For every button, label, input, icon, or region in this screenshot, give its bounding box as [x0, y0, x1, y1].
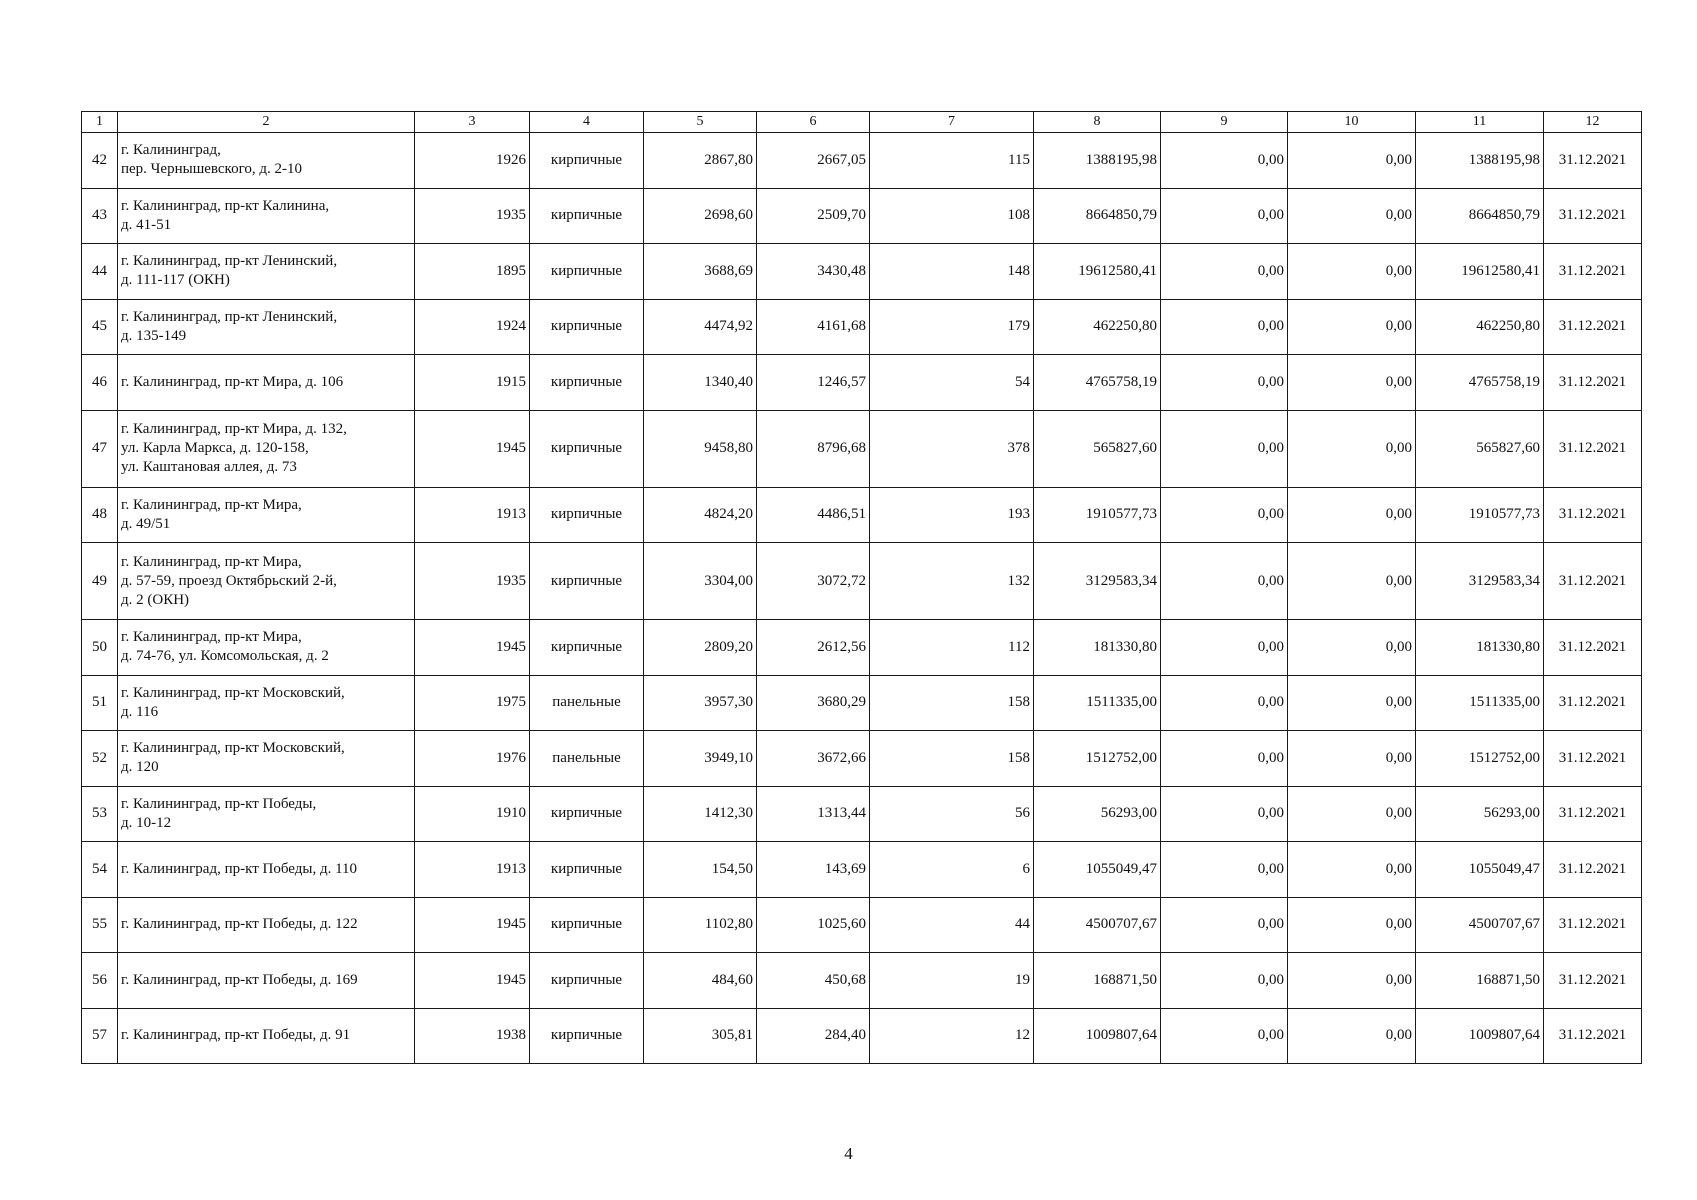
table-row [82, 786, 1642, 842]
col7-cell: 54 [870, 355, 1034, 411]
year-cell: 1915 [415, 355, 530, 411]
material-cell: кирпичные [530, 188, 644, 244]
material-cell: кирпичные [530, 487, 644, 543]
col7-cell: 19 [870, 953, 1034, 1009]
col7-cell: 6 [870, 842, 1034, 898]
year-cell: 1924 [415, 299, 530, 355]
col7-cell: 179 [870, 299, 1034, 355]
column-header-3: 3 [415, 112, 530, 133]
col9-cell: 0,00 [1161, 299, 1288, 355]
year-cell: 1976 [415, 731, 530, 787]
table-body [82, 133, 1642, 1064]
date-cell: 31.12.2021 [1544, 675, 1642, 731]
address-line: г. Калининград, пр-кт Победы, д. 91 [121, 1027, 351, 1044]
col10-cell: 0,00 [1288, 543, 1416, 620]
address-cell [118, 731, 415, 787]
column-header-12: 12 [1544, 112, 1642, 133]
col9-cell: 0,00 [1161, 543, 1288, 620]
material-cell: кирпичные [530, 620, 644, 676]
col9-cell: 0,00 [1161, 355, 1288, 411]
col8-cell: 56293,00 [1034, 786, 1161, 842]
col5-cell: 3688,69 [644, 244, 757, 300]
col6-cell: 3680,29 [757, 675, 870, 731]
col8-cell: 19612580,41 [1034, 244, 1161, 300]
address-cell [118, 786, 415, 842]
col10-cell: 0,00 [1288, 355, 1416, 411]
table-row [82, 731, 1642, 787]
date-cell: 31.12.2021 [1544, 842, 1642, 898]
address-cell [118, 543, 415, 620]
row-number-cell: 48 [82, 487, 118, 543]
address-line: г. Калининград, пр-кт Ленинский, [121, 253, 338, 270]
row-number-cell: 54 [82, 842, 118, 898]
date-cell: 31.12.2021 [1544, 786, 1642, 842]
col6-cell: 2612,56 [757, 620, 870, 676]
material-cell: кирпичные [530, 299, 644, 355]
table-row [82, 897, 1642, 953]
col6-cell: 3672,66 [757, 731, 870, 787]
col8-cell: 565827,60 [1034, 410, 1161, 487]
material-cell: панельные [530, 731, 644, 787]
address-line: д. 120 [121, 759, 159, 776]
year-cell: 1938 [415, 1008, 530, 1064]
col6-cell: 2667,05 [757, 133, 870, 189]
col9-cell: 0,00 [1161, 675, 1288, 731]
col5-cell: 484,60 [644, 953, 757, 1009]
col8-cell: 1511335,00 [1034, 675, 1161, 731]
address-cell [118, 675, 415, 731]
col8-cell: 181330,80 [1034, 620, 1161, 676]
col6-cell: 3072,72 [757, 543, 870, 620]
row-number-cell: 46 [82, 355, 118, 411]
material-cell: кирпичные [530, 842, 644, 898]
year-cell: 1913 [415, 487, 530, 543]
column-header-4: 4 [530, 112, 644, 133]
col5-cell: 1412,30 [644, 786, 757, 842]
table-row [82, 410, 1642, 487]
table-row [82, 842, 1642, 898]
col10-cell: 0,00 [1288, 620, 1416, 676]
col7-cell: 12 [870, 1008, 1034, 1064]
row-number-cell: 45 [82, 299, 118, 355]
col5-cell: 4474,92 [644, 299, 757, 355]
table-row [82, 620, 1642, 676]
col6-cell: 4486,51 [757, 487, 870, 543]
address-line: д. 116 [121, 703, 159, 720]
address-cell [118, 244, 415, 300]
date-cell: 31.12.2021 [1544, 953, 1642, 1009]
material-cell: кирпичные [530, 953, 644, 1009]
address-line: г. Калининград, пр-кт Московский, [121, 740, 345, 757]
year-cell: 1935 [415, 188, 530, 244]
col9-cell: 0,00 [1161, 133, 1288, 189]
housing-table [81, 111, 1642, 1064]
material-cell: кирпичные [530, 410, 644, 487]
address-line: г. Калининград, пр-кт Московский, [121, 684, 345, 701]
col10-cell: 0,00 [1288, 842, 1416, 898]
material-cell: кирпичные [530, 543, 644, 620]
address-line: г. Калининград, пр-кт Победы, д. 110 [121, 860, 358, 877]
column-header-1: 1 [82, 112, 118, 133]
address-line: г. Калининград, пр-кт Мира, д. 132, [121, 421, 347, 437]
col9-cell: 0,00 [1161, 953, 1288, 1009]
date-cell: 31.12.2021 [1544, 299, 1642, 355]
col7-cell: 148 [870, 244, 1034, 300]
col8-cell: 4500707,67 [1034, 897, 1161, 953]
col5-cell: 3957,30 [644, 675, 757, 731]
row-number-cell: 43 [82, 188, 118, 244]
col5-cell: 305,81 [644, 1008, 757, 1064]
col7-cell: 158 [870, 731, 1034, 787]
col8-cell: 462250,80 [1034, 299, 1161, 355]
address-line: д. 135-149 [121, 327, 187, 344]
address-line: д. 2 (ОКН) [121, 591, 190, 608]
date-cell: 31.12.2021 [1544, 1008, 1642, 1064]
date-cell: 31.12.2021 [1544, 620, 1642, 676]
col5-cell: 4824,20 [644, 487, 757, 543]
material-cell: кирпичные [530, 355, 644, 411]
address-cell [118, 1008, 415, 1064]
material-cell: панельные [530, 675, 644, 731]
col8-cell: 3129583,34 [1034, 543, 1161, 620]
col8-cell: 1512752,00 [1034, 731, 1161, 787]
row-number-cell: 55 [82, 897, 118, 953]
col11-cell: 1055049,47 [1416, 842, 1544, 898]
date-cell: 31.12.2021 [1544, 133, 1642, 189]
col7-cell: 193 [870, 487, 1034, 543]
address-line: г. Калининград, пр-кт Мира, [121, 496, 302, 513]
column-header-2: 2 [118, 112, 415, 133]
row-number-cell: 57 [82, 1008, 118, 1064]
address-line: г. Калининград, пр-кт Мира, д. 106 [121, 373, 344, 390]
col5-cell: 3304,00 [644, 543, 757, 620]
address-line: д. 49/51 [121, 515, 171, 532]
col11-cell: 168871,50 [1416, 953, 1544, 1009]
col5-cell: 154,50 [644, 842, 757, 898]
col11-cell: 19612580,41 [1416, 244, 1544, 300]
row-number-cell: 51 [82, 675, 118, 731]
col10-cell: 0,00 [1288, 1008, 1416, 1064]
col7-cell: 44 [870, 897, 1034, 953]
column-header-6: 6 [757, 112, 870, 133]
table-row [82, 487, 1642, 543]
address-cell [118, 842, 415, 898]
year-cell: 1945 [415, 953, 530, 1009]
col11-cell: 1511335,00 [1416, 675, 1544, 731]
table-row [82, 244, 1642, 300]
year-cell: 1913 [415, 842, 530, 898]
column-header-7: 7 [870, 112, 1034, 133]
address-cell [118, 897, 415, 953]
address-line: г. Калининград, пр-кт Мира, [121, 629, 302, 646]
col9-cell: 0,00 [1161, 410, 1288, 487]
col6-cell: 143,69 [757, 842, 870, 898]
address-line: г. Калининград, пр-кт Победы, д. 122 [121, 916, 358, 933]
col5-cell: 9458,80 [644, 410, 757, 487]
column-header-8: 8 [1034, 112, 1161, 133]
address-line: г. Калининград, пр-кт Ленинский, [121, 308, 338, 325]
address-line: д. 111-117 (ОКН) [121, 272, 230, 289]
date-cell: 31.12.2021 [1544, 355, 1642, 411]
year-cell: 1945 [415, 620, 530, 676]
col11-cell: 3129583,34 [1416, 543, 1544, 620]
table-row [82, 188, 1642, 244]
column-header-11: 11 [1416, 112, 1544, 133]
col11-cell: 1512752,00 [1416, 731, 1544, 787]
col8-cell: 4765758,19 [1034, 355, 1161, 411]
col7-cell: 378 [870, 410, 1034, 487]
year-cell: 1910 [415, 786, 530, 842]
address-cell [118, 133, 415, 189]
col9-cell: 0,00 [1161, 487, 1288, 543]
col6-cell: 2509,70 [757, 188, 870, 244]
col10-cell: 0,00 [1288, 675, 1416, 731]
col7-cell: 56 [870, 786, 1034, 842]
address-cell [118, 953, 415, 1009]
address-cell [118, 410, 415, 487]
table-row [82, 355, 1642, 411]
col6-cell: 450,68 [757, 953, 870, 1009]
column-header-5: 5 [644, 112, 757, 133]
address-cell [118, 355, 415, 411]
col7-cell: 112 [870, 620, 1034, 676]
year-cell: 1945 [415, 410, 530, 487]
col9-cell: 0,00 [1161, 731, 1288, 787]
col6-cell: 284,40 [757, 1008, 870, 1064]
col6-cell: 1313,44 [757, 786, 870, 842]
col11-cell: 565827,60 [1416, 410, 1544, 487]
address-line: д. 41-51 [121, 216, 172, 233]
col10-cell: 0,00 [1288, 299, 1416, 355]
table-row [82, 543, 1642, 620]
row-number-cell: 50 [82, 620, 118, 676]
col10-cell: 0,00 [1288, 410, 1416, 487]
address-line: г. Калининград, пр-кт Победы, д. 169 [121, 971, 358, 988]
col6-cell: 3430,48 [757, 244, 870, 300]
material-cell: кирпичные [530, 1008, 644, 1064]
row-number-cell: 52 [82, 731, 118, 787]
date-cell: 31.12.2021 [1544, 543, 1642, 620]
col11-cell: 4500707,67 [1416, 897, 1544, 953]
material-cell: кирпичные [530, 786, 644, 842]
address-cell [118, 487, 415, 543]
col11-cell: 4765758,19 [1416, 355, 1544, 411]
address-line: г. Калининград, [121, 142, 221, 159]
col11-cell: 8664850,79 [1416, 188, 1544, 244]
date-cell: 31.12.2021 [1544, 244, 1642, 300]
col8-cell: 1910577,73 [1034, 487, 1161, 543]
col8-cell: 1388195,98 [1034, 133, 1161, 189]
year-cell: 1975 [415, 675, 530, 731]
col5-cell: 1340,40 [644, 355, 757, 411]
column-header-10: 10 [1288, 112, 1416, 133]
col6-cell: 8796,68 [757, 410, 870, 487]
header-row [82, 112, 1642, 133]
col11-cell: 1910577,73 [1416, 487, 1544, 543]
col9-cell: 0,00 [1161, 897, 1288, 953]
col7-cell: 115 [870, 133, 1034, 189]
date-cell: 31.12.2021 [1544, 188, 1642, 244]
col5-cell: 3949,10 [644, 731, 757, 787]
year-cell: 1926 [415, 133, 530, 189]
col8-cell: 168871,50 [1034, 953, 1161, 1009]
row-number-cell: 44 [82, 244, 118, 300]
row-number-cell: 53 [82, 786, 118, 842]
col9-cell: 0,00 [1161, 786, 1288, 842]
col10-cell: 0,00 [1288, 786, 1416, 842]
material-cell: кирпичные [530, 244, 644, 300]
date-cell: 31.12.2021 [1544, 487, 1642, 543]
table-row [82, 675, 1642, 731]
col7-cell: 158 [870, 675, 1034, 731]
col11-cell: 181330,80 [1416, 620, 1544, 676]
col10-cell: 0,00 [1288, 188, 1416, 244]
address-cell [118, 620, 415, 676]
year-cell: 1935 [415, 543, 530, 620]
col7-cell: 132 [870, 543, 1034, 620]
col9-cell: 0,00 [1161, 1008, 1288, 1064]
address-line: д. 57-59, проезд Октябрьский 2-й, [121, 572, 337, 589]
date-cell: 31.12.2021 [1544, 731, 1642, 787]
table-row [82, 133, 1642, 189]
address-line: ул. Каштановая аллея, д. 73 [121, 459, 297, 475]
col6-cell: 4161,68 [757, 299, 870, 355]
col10-cell: 0,00 [1288, 897, 1416, 953]
table-row [82, 953, 1642, 1009]
col11-cell: 462250,80 [1416, 299, 1544, 355]
row-number-cell: 56 [82, 953, 118, 1009]
address-line: д. 74-76, ул. Комсомольская, д. 2 [121, 648, 329, 665]
col9-cell: 0,00 [1161, 620, 1288, 676]
address-line: г. Калининград, пр-кт Калинина, [121, 197, 330, 214]
column-header-9: 9 [1161, 112, 1288, 133]
col8-cell: 8664850,79 [1034, 188, 1161, 244]
col9-cell: 0,00 [1161, 842, 1288, 898]
year-cell: 1895 [415, 244, 530, 300]
col8-cell: 1055049,47 [1034, 842, 1161, 898]
col7-cell: 108 [870, 188, 1034, 244]
table-header [82, 112, 1642, 133]
col10-cell: 0,00 [1288, 244, 1416, 300]
col5-cell: 2809,20 [644, 620, 757, 676]
material-cell: кирпичные [530, 897, 644, 953]
address-cell [118, 188, 415, 244]
address-line: пер. Чернышевского, д. 2-10 [121, 161, 302, 178]
address-cell [118, 299, 415, 355]
address-line: ул. Карла Маркса, д. 120-158, [121, 440, 309, 456]
col9-cell: 0,00 [1161, 188, 1288, 244]
row-number-cell: 49 [82, 543, 118, 620]
address-line: д. 10-12 [121, 814, 172, 831]
date-cell: 31.12.2021 [1544, 410, 1642, 487]
page-number: 4 [844, 1144, 853, 1163]
col5-cell: 2698,60 [644, 188, 757, 244]
col5-cell: 2867,80 [644, 133, 757, 189]
col6-cell: 1246,57 [757, 355, 870, 411]
address-line: г. Калининград, пр-кт Победы, [121, 795, 317, 812]
address-line: г. Калининград, пр-кт Мира, [121, 553, 302, 570]
col11-cell: 1009807,64 [1416, 1008, 1544, 1064]
table-row [82, 299, 1642, 355]
col10-cell: 0,00 [1288, 731, 1416, 787]
row-number-cell: 42 [82, 133, 118, 189]
col8-cell: 1009807,64 [1034, 1008, 1161, 1064]
col10-cell: 0,00 [1288, 487, 1416, 543]
date-cell: 31.12.2021 [1544, 897, 1642, 953]
col9-cell: 0,00 [1161, 244, 1288, 300]
col6-cell: 1025,60 [757, 897, 870, 953]
col11-cell: 1388195,98 [1416, 133, 1544, 189]
col10-cell: 0,00 [1288, 953, 1416, 1009]
material-cell: кирпичные [530, 133, 644, 189]
col10-cell: 0,00 [1288, 133, 1416, 189]
year-cell: 1945 [415, 897, 530, 953]
col11-cell: 56293,00 [1416, 786, 1544, 842]
table-row [82, 1008, 1642, 1064]
col5-cell: 1102,80 [644, 897, 757, 953]
row-number-cell: 47 [82, 410, 118, 487]
